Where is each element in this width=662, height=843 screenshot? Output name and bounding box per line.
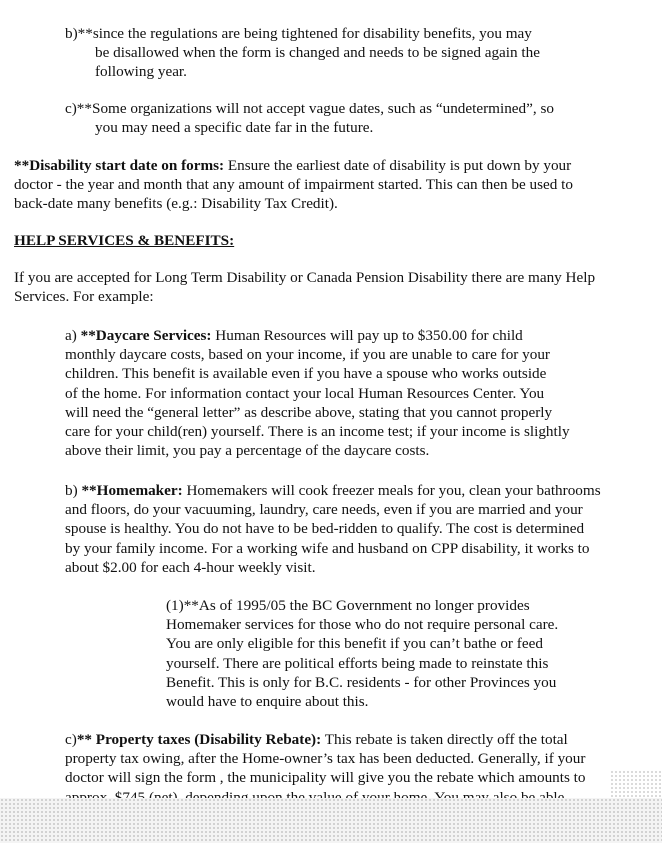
daycare-line-3: children. This benefit is available even if you have a spouse who works outside [65,365,547,383]
daycare-line-2: monthly daycare costs, based on your income, if you are unable to care for your [65,346,550,364]
item-c-line-1: Some organizations will not accept vague dates, such as “undetermined”, so [92,100,554,117]
homemaker-line-5: about $2.00 for each 4-hour weekly visit. [65,558,316,576]
daycare-line-5: will need the “general letter” as describe above, stating that you cannot properly [65,403,553,421]
intro-line-2: Services. For example: [14,288,154,306]
disability-start-line-1: Ensure the earliest date of disability is put down by your [224,157,572,174]
daycare-line-1: Human Resources will pay up to $350.00 for child [211,327,523,344]
item-b-continuation [95,43,540,81]
intro-paragraph [14,268,595,306]
daycare-paragraph [65,326,570,460]
daycare-line-6: care for your child(ren) yourself. There is an income test; if your income is slightly [65,423,570,441]
homemaker-line-4: by your family income. For a working wife and husband on CPP disability, it works to [65,539,590,557]
item-c-line-2: you may need a specific date far in the future. [95,119,374,136]
homemaker-line-1: Homemakers will cook freezer meals for you, clean your bathrooms [182,482,601,499]
homemaker-marker: b) [65,482,82,499]
daycare-lead: **Daycare Services: [80,327,212,344]
homemaker-note-line-3: You are only eligible for this benefit if you can’t bathe or feed [166,635,543,653]
homemaker-paragraph [65,481,601,577]
item-c-continuation [95,118,373,137]
item-b-line-1: since the regulations are being tightened for disability benefits, you may [92,25,532,42]
item-b [65,24,532,43]
disability-start-paragraph [14,156,573,214]
intro-line-1: If you are accepted for Long Term Disability or Canada Pension Disability there are many Help [14,269,596,286]
homemaker-note-line-5: Benefit. This is only for B.C. residents - for other Provinces you [166,673,557,691]
scan-artifact-bottom [0,798,662,843]
homemaker-note-line-6: would have to enquire about this. [166,693,369,711]
homemaker-note-line-4: yourself. There are political efforts being made to reinstate this [166,654,549,672]
disability-start-line-2: doctor - the year and month that any amount of impairment started. This can then be used to [14,176,573,194]
daycare-marker: a) [65,327,81,344]
scan-artifact-right [610,770,662,800]
property-line-1: This rebate is taken directly off the total [321,731,568,748]
daycare-line-4: of the home. For information contact your local Human Resources Center. You [65,384,545,402]
homemaker-lead: **Homemaker: [81,482,183,499]
item-c [65,99,554,118]
disability-start-lead: **Disability start date on forms: [14,157,225,174]
homemaker-note [166,596,558,711]
homemaker-note-line-2: Homemaker services for those who do not require personal care. [166,616,559,634]
item-c-marker: c)** [65,100,92,117]
help-services-heading: HELP SERVICES & BENEFITS: [14,232,235,249]
property-line-3: doctor will sign the form , the municipality will give you the rebate which amounts to [65,769,586,787]
homemaker-line-2: and floors, do your vacuuming, laundry, care needs, even if you are married and your [65,501,583,519]
item-b-marker: b)** [65,25,93,42]
item-b-line-2: be disallowed when the form is changed and needs to be signed again the [95,44,540,61]
property-marker: c) [65,731,77,748]
item-b-line-3: following year. [95,63,187,81]
disability-start-line-3: back-date many benefits (e.g.: Disability Tax Credit). [14,195,338,213]
homemaker-note-line-1: (1)**As of 1995/05 the BC Government no longer provides [166,597,530,614]
daycare-line-7: above their limit, you pay a percentage of the daycare costs. [65,442,430,460]
homemaker-line-3: spouse is healthy. You do not have to be bed-ridden to qualify. The cost is determined [65,520,585,538]
property-tax-paragraph [65,730,586,807]
property-line-2: property tax owing, after the Home-owner’s tax has been deducted. Generally, if your [65,750,586,768]
property-lead: ** Property taxes (Disability Rebate): [76,731,322,748]
